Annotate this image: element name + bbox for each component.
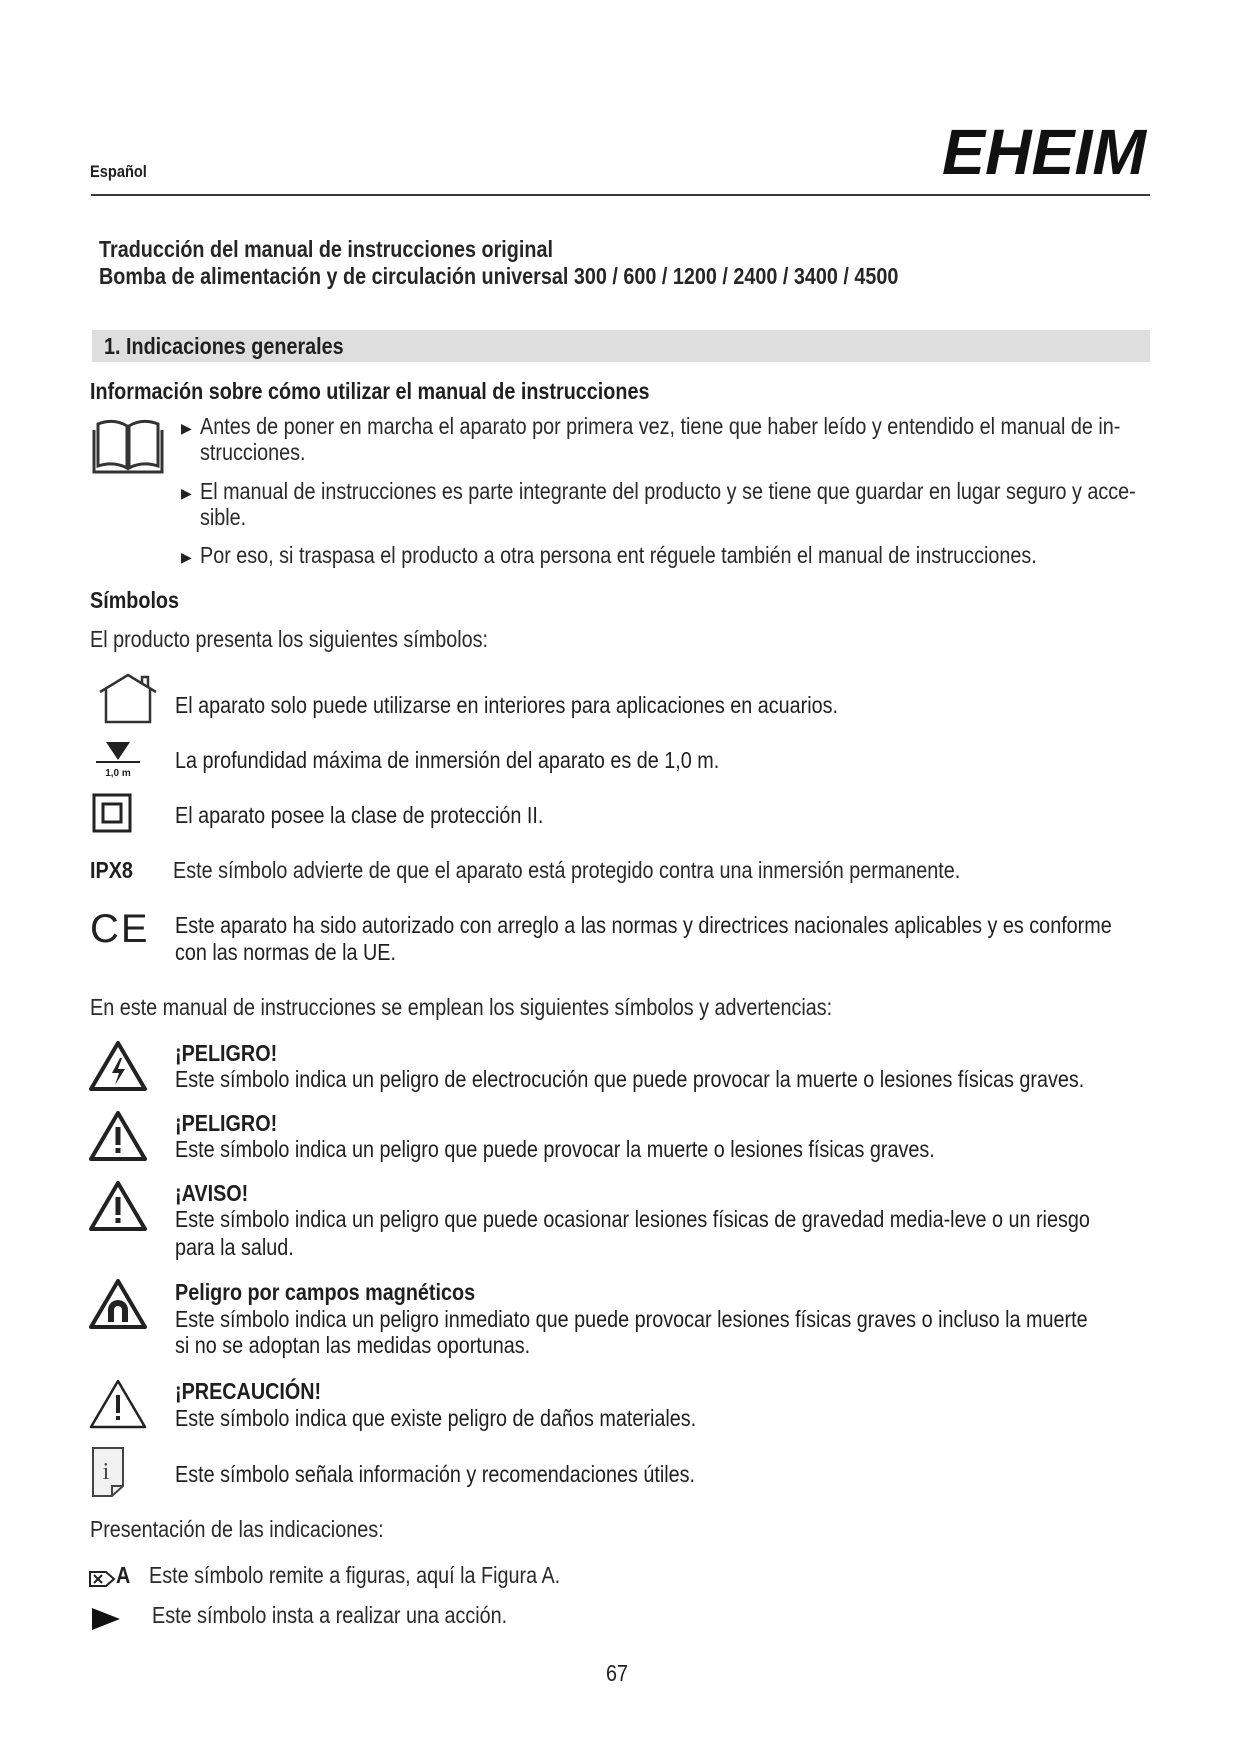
house-icon: [96, 672, 160, 729]
warning-4-line1: Este símbolo indica un peligro inmediato que puede provocar lesiones físicas graves o incluso la muerte: [175, 1306, 1088, 1332]
warning-icon: [88, 1180, 148, 1237]
protection-class-ii-icon: [92, 793, 132, 838]
warning-2-title: ¡PELIGRO!: [175, 1110, 278, 1136]
warnings-intro: En este manual de instrucciones se emplean los siguientes símbolos y advertencias:: [90, 994, 833, 1020]
electric-hazard-icon: [88, 1040, 148, 1097]
warning-1-text: Este símbolo indica un peligro de electrocución que puede provocar la muerte o lesiones físicas graves.: [175, 1066, 1085, 1092]
ce-text-line2: con las normas de la UE.: [175, 939, 396, 965]
action-arrow-icon: [90, 1606, 122, 1637]
brand-text: EHEIM: [942, 120, 1148, 186]
bullet-3-line1: Por eso, si traspasa el producto a otra persona ent réguele también el manual de instrucciones.: [200, 542, 1037, 568]
document-subtitle: Bomba de alimentación y de circulación universal 300 / 600 / 1200 / 2400 / 3400 / 4500: [99, 263, 899, 289]
warning-2-text: Este símbolo indica un peligro que puede provocar la muerte o lesiones físicas graves.: [175, 1136, 935, 1162]
magnetic-field-icon: [88, 1278, 148, 1335]
warning-4-line2: si no se adoptan las medidas oportunas.: [175, 1332, 531, 1358]
depth-icon: [94, 740, 142, 785]
caution-icon: [88, 1378, 148, 1435]
page-number: 67: [606, 1660, 629, 1686]
bullet-2-line2: sible.: [200, 504, 247, 530]
bullet-arrow-icon: ▶: [181, 420, 192, 436]
symbols-intro: El producto presenta los siguientes símbolos:: [90, 626, 489, 652]
bullet-1-line1: Antes de poner en marcha el aparato por primera vez, tiene que haber leído y entendido el manual de in-: [200, 413, 1121, 439]
danger-icon: [88, 1110, 148, 1167]
bullet-arrow-icon: ▶: [181, 485, 192, 501]
figure-reference-text: Este símbolo remite a figuras, aquí la Figura A.: [149, 1562, 561, 1588]
depth-icon-label: 1,0 m: [105, 768, 131, 779]
eheim-logo: [940, 120, 1150, 186]
figure-reference-label: A: [116, 1562, 131, 1588]
document-title: Traducción del manual de instrucciones original: [99, 236, 553, 262]
protection-class-text: El aparato posee la clase de protección II.: [175, 802, 544, 828]
warning-5-title: ¡PRECAUCIÓN!: [175, 1378, 322, 1404]
section-title: 1. Indicaciones generales: [104, 333, 344, 359]
warning-4-title: Peligro por campos magnéticos: [175, 1279, 476, 1305]
warning-3-line1: Este símbolo indica un peligro que puede ocasionar lesiones físicas de gravedad media-leve o un riesgo: [175, 1206, 1090, 1232]
presentation-intro: Presentación de las indicaciones:: [90, 1516, 384, 1542]
manual-heading: Información sobre cómo utilizar el manual de instrucciones: [90, 378, 650, 404]
house-symbol-text: El aparato solo puede utilizarse en interiores para aplicaciones en acuarios.: [175, 692, 839, 718]
depth-symbol-text: La profundidad máxima de inmersión del aparato es de 1,0 m.: [175, 747, 720, 773]
book-icon: [92, 416, 164, 481]
ipx8-text: Este símbolo advierte de que el aparato está protegido contra una inmersión permanente.: [173, 857, 961, 883]
info-icon: [90, 1446, 126, 1503]
warning-3-line2: para la salud.: [175, 1234, 294, 1260]
bullet-arrow-icon: ▶: [181, 549, 192, 565]
symbols-heading: Símbolos: [90, 587, 180, 613]
warning-1-title: ¡PELIGRO!: [175, 1040, 278, 1066]
ipx8-label: IPX8: [90, 857, 133, 883]
info-text: Este símbolo señala información y recomendaciones útiles.: [175, 1461, 696, 1487]
language-label: Español: [90, 162, 147, 181]
action-arrow-text: Este símbolo insta a realizar una acción.: [152, 1602, 508, 1628]
bullet-1-line2: strucciones.: [200, 439, 306, 465]
warning-3-title: ¡AVISO!: [175, 1180, 249, 1206]
header-rule: [91, 194, 1150, 196]
ce-mark-icon: CE: [90, 907, 150, 951]
bullet-2-line1: El manual de instrucciones es parte integrante del producto y se tiene que guardar en lugar seguro y acce-: [200, 478, 1136, 504]
warning-5-text: Este símbolo indica que existe peligro de daños materiales.: [175, 1405, 697, 1431]
ce-text-line1: Este aparato ha sido autorizado con arreglo a las normas y directrices nacionales aplicables y es conforme: [175, 912, 1112, 938]
figure-reference-icon: [88, 1568, 116, 1595]
svg-text:i: i: [102, 1459, 110, 1485]
